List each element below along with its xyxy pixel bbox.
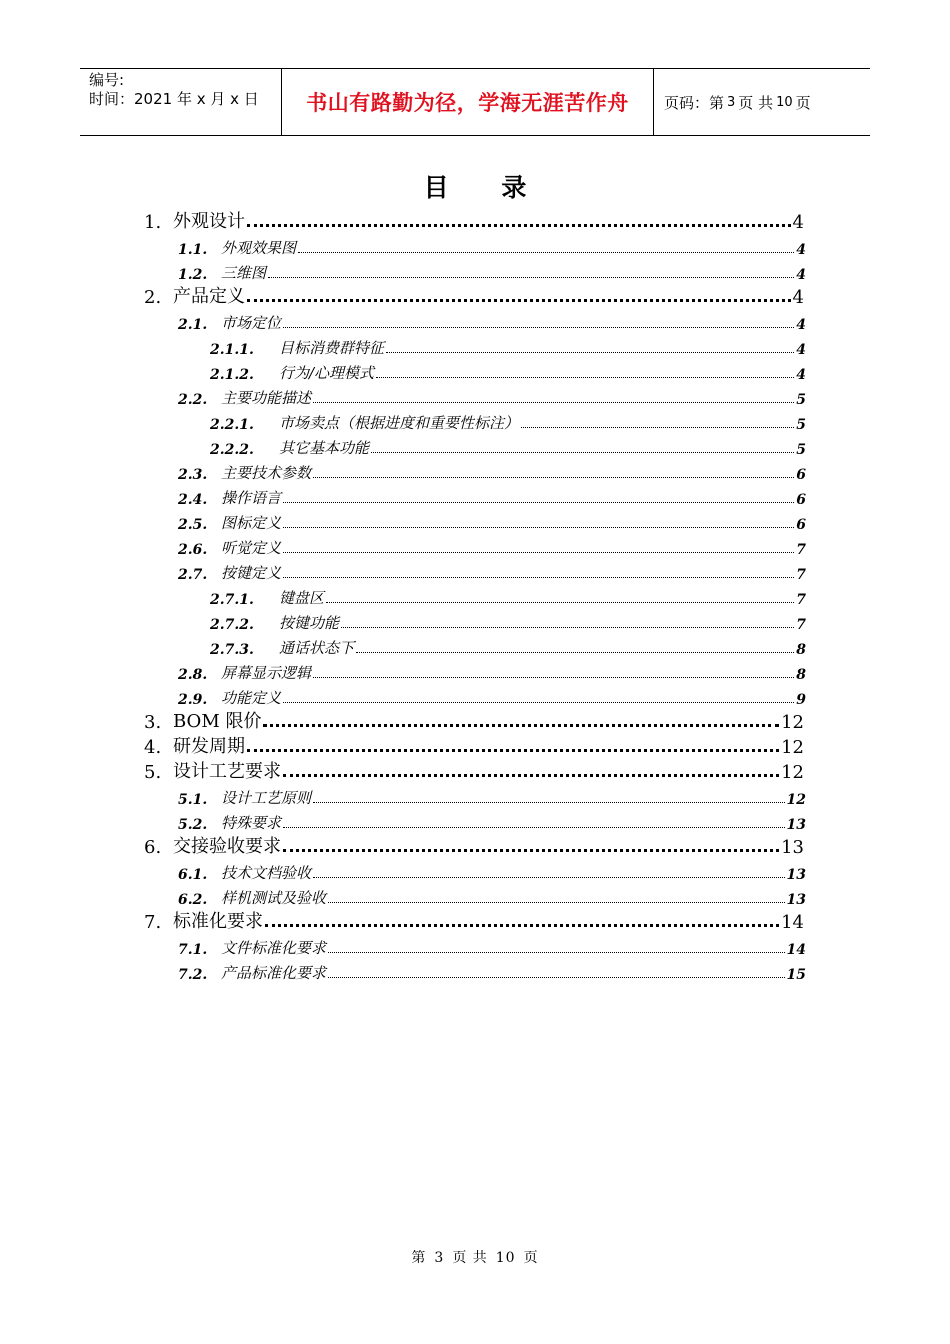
- toc-entry-title: 键盘区: [279, 589, 325, 607]
- toc-entry-page: 8: [796, 642, 806, 658]
- toc-entry-page: 13: [786, 892, 806, 908]
- toc-entry-leader: [283, 577, 794, 578]
- toc-entry-title: 图标定义: [221, 514, 282, 532]
- toc-entry-page: 6: [796, 467, 806, 483]
- toc-entry-leader: [313, 877, 785, 878]
- toc-entry[interactable]: [0, 208, 804, 233]
- toc-entry-number: 7.: [144, 912, 162, 933]
- toc-entry[interactable]: [0, 383, 806, 408]
- toc-entry-page: 13: [786, 867, 806, 883]
- toc-entry[interactable]: [0, 958, 806, 983]
- toc-entry-number: 2.5.: [178, 517, 208, 533]
- toc-entry-title: 研发周期: [173, 736, 245, 757]
- toc-entry[interactable]: [0, 358, 806, 383]
- toc-entry-page: 4: [796, 367, 806, 383]
- toc-entry-page: 12: [781, 712, 804, 733]
- document-time-label: 时间：2021 年 x 月 x 日: [89, 90, 259, 108]
- table-of-contents: [0, 208, 950, 983]
- toc-entry[interactable]: [0, 333, 806, 358]
- toc-entry-leader: [247, 299, 791, 302]
- header-page-suffix: 页: [795, 93, 811, 112]
- header-motto: 书山有路勤为径，学海无涯苦作舟: [282, 69, 654, 135]
- toc-entry-leader: [265, 924, 779, 927]
- toc-entry-number: 2.4.: [178, 492, 208, 508]
- toc-entry-number: 6.1.: [178, 867, 208, 883]
- toc-entry-number: 2.1.: [178, 317, 208, 333]
- footer-mid: 页 共: [452, 1250, 488, 1266]
- toc-entry-number: 2.2.1.: [210, 417, 254, 433]
- toc-entry-page: 6: [796, 517, 806, 533]
- toc-entry-page: 9: [796, 692, 806, 708]
- toc-entry-title: 行为/心理模式: [279, 364, 375, 382]
- toc-entry-page: 4: [796, 242, 806, 258]
- toc-entry-leader: [298, 252, 794, 253]
- toc-title: 目 录: [423, 173, 549, 202]
- document-number-label: 编号:: [89, 71, 125, 89]
- toc-entry[interactable]: [0, 233, 806, 258]
- toc-entry[interactable]: [0, 933, 806, 958]
- toc-entry-number: 1.2.: [178, 267, 208, 283]
- toc-entry-leader: [356, 652, 794, 653]
- toc-entry-page: 14: [781, 912, 804, 933]
- toc-entry-page: 6: [796, 492, 806, 508]
- toc-entry[interactable]: [0, 583, 806, 608]
- toc-entry-leader: [283, 702, 794, 703]
- toc-entry-page: 13: [781, 837, 804, 858]
- toc-entry-leader: [371, 452, 794, 453]
- toc-entry-leader: [313, 477, 794, 478]
- toc-entry[interactable]: [0, 658, 806, 683]
- toc-entry-leader: [521, 427, 794, 428]
- toc-entry-title: 操作语言: [221, 489, 282, 507]
- toc-entry-leader: [313, 802, 785, 803]
- toc-entry-title: 标准化要求: [173, 911, 263, 932]
- toc-entry[interactable]: [0, 458, 806, 483]
- toc-entry[interactable]: [0, 783, 806, 808]
- toc-entry-number: 2.7.: [178, 567, 208, 583]
- header-info: [80, 69, 282, 135]
- toc-entry[interactable]: [0, 483, 806, 508]
- toc-entry-title: 市场卖点（根据进度和重要性标注）: [279, 414, 520, 432]
- toc-entry-title: 主要功能描述: [221, 389, 312, 407]
- toc-entry-title: 市场定位: [221, 314, 282, 332]
- toc-entry-leader: [328, 977, 785, 978]
- toc-entry-number: 2.3.: [178, 467, 208, 483]
- footer-prefix: 第: [411, 1250, 427, 1266]
- toc-entry[interactable]: [0, 533, 806, 558]
- toc-entry-leader: [283, 774, 779, 777]
- toc-entry[interactable]: [0, 433, 806, 458]
- toc-entry-page: 4: [792, 212, 804, 233]
- header-page-mid: 页 共: [738, 93, 774, 112]
- toc-entry-title: 外观设计: [173, 211, 245, 232]
- toc-entry-number: 2.1.1.: [210, 342, 254, 358]
- toc-entry-title: 产品标准化要求: [221, 964, 327, 982]
- toc-entry-number: 2.1.2.: [210, 367, 254, 383]
- toc-entry-page: 4: [796, 267, 806, 283]
- toc-entry-number: 6.2.: [178, 892, 208, 908]
- toc-entry[interactable]: [0, 258, 806, 283]
- toc-entry[interactable]: [0, 708, 804, 733]
- toc-entry-page: 14: [786, 942, 806, 958]
- toc-entry-number: 2.7.3.: [210, 642, 254, 658]
- page-footer: [0, 1247, 950, 1267]
- toc-entry-number: 1.: [144, 212, 162, 233]
- toc-entry-leader: [376, 377, 794, 378]
- toc-entry-number: 5.: [144, 762, 162, 783]
- toc-entry-title: 技术文档验收: [221, 864, 312, 882]
- toc-entry-number: 2.2.2.: [210, 442, 254, 458]
- header-page-total: 10: [776, 94, 793, 110]
- toc-entry-leader: [283, 827, 785, 828]
- toc-entry-title: 目标消费群特征: [279, 339, 385, 357]
- toc-entry-page: 12: [781, 737, 804, 758]
- toc-entry-title: 文件标准化要求: [221, 939, 327, 957]
- footer-suffix: 页: [523, 1250, 539, 1266]
- toc-entry-page: 15: [786, 967, 806, 983]
- toc-entry-title: BOM 限价: [173, 711, 262, 732]
- toc-entry-page: 8: [796, 667, 806, 683]
- toc-entry[interactable]: [0, 908, 804, 933]
- toc-entry-page: 4: [796, 317, 806, 333]
- toc-entry-number: 2.9.: [178, 692, 208, 708]
- toc-entry[interactable]: [0, 758, 804, 783]
- footer-total: 10: [495, 1250, 516, 1266]
- toc-entry-title: 功能定义: [221, 689, 282, 707]
- toc-entry-page: 5: [796, 442, 806, 458]
- page-header: [80, 68, 870, 136]
- toc-entry-number: 2.7.1.: [210, 592, 254, 608]
- toc-entry[interactable]: [0, 683, 806, 708]
- toc-entry-number: 6.: [144, 837, 162, 858]
- toc-entry-number: 2.8.: [178, 667, 208, 683]
- toc-entry-leader: [313, 677, 794, 678]
- toc-entry-page: 7: [796, 592, 806, 608]
- toc-entry-title: 其它基本功能: [279, 439, 370, 457]
- toc-entry-leader: [283, 849, 779, 852]
- toc-entry-number: 2.7.2.: [210, 617, 254, 633]
- toc-entry-page: 4: [796, 342, 806, 358]
- header-page-current: 3: [727, 94, 736, 110]
- toc-entry[interactable]: [0, 858, 806, 883]
- toc-entry-title: 听觉定义: [221, 539, 282, 557]
- toc-entry[interactable]: [0, 883, 806, 908]
- toc-entry-page: 5: [796, 392, 806, 408]
- toc-entry-leader: [386, 352, 794, 353]
- header-page-prefix: 页码：第: [664, 93, 725, 112]
- toc-entry-title: 设计工艺要求: [173, 761, 281, 782]
- toc-entry-number: 1.1.: [178, 242, 208, 258]
- toc-entry-title: 设计工艺原则: [221, 789, 312, 807]
- toc-entry-title: 主要技术参数: [221, 464, 312, 482]
- toc-entry-leader: [328, 952, 785, 953]
- footer-current: 3: [434, 1250, 445, 1266]
- toc-entry-leader: [283, 502, 794, 503]
- toc-entry-page: 5: [796, 417, 806, 433]
- toc-entry-number: 2.2.: [178, 392, 208, 408]
- toc-entry-title: 交接验收要求: [173, 836, 281, 857]
- toc-entry-number: 2.: [144, 287, 162, 308]
- toc-entry[interactable]: [0, 833, 804, 858]
- toc-entry-number: 7.2.: [178, 967, 208, 983]
- toc-entry-title: 通话状态下: [279, 639, 355, 657]
- toc-entry-title: 屏幕显示逻辑: [221, 664, 312, 682]
- toc-entry[interactable]: [0, 608, 806, 633]
- toc-entry-leader: [283, 552, 794, 553]
- toc-entry-page: 13: [786, 817, 806, 833]
- toc-entry-number: 5.2.: [178, 817, 208, 833]
- toc-entry[interactable]: [0, 408, 806, 433]
- toc-entry-leader: [263, 724, 779, 727]
- toc-entry-title: 样机测试及验收: [221, 889, 327, 907]
- toc-entry[interactable]: [0, 283, 804, 308]
- toc-entry[interactable]: [0, 508, 806, 533]
- toc-entry-page: 7: [796, 567, 806, 583]
- toc-entry-title: 特殊要求: [221, 814, 282, 832]
- toc-entry-number: 3.: [144, 712, 162, 733]
- toc-entry[interactable]: [0, 308, 806, 333]
- toc-entry-page: 7: [796, 542, 806, 558]
- toc-entry-leader: [283, 327, 794, 328]
- toc-entry[interactable]: [0, 558, 806, 583]
- toc-entry-number: 4.: [144, 737, 162, 758]
- toc-entry-leader: [283, 527, 794, 528]
- toc-entry-leader: [247, 749, 779, 752]
- toc-entry-page: 12: [786, 792, 806, 808]
- toc-entry-title: 产品定义: [173, 286, 245, 307]
- toc-entry-title: 按键定义: [221, 564, 282, 582]
- toc-entry-number: 2.6.: [178, 542, 208, 558]
- toc-entry-leader: [326, 602, 794, 603]
- toc-entry[interactable]: [0, 733, 804, 758]
- toc-entry-leader: [313, 402, 794, 403]
- toc-entry-number: 7.1.: [178, 942, 208, 958]
- toc-entry-page: 7: [796, 617, 806, 633]
- toc-entry-leader: [328, 902, 785, 903]
- toc-entry-leader: [268, 277, 794, 278]
- header-page-info: [654, 69, 870, 135]
- toc-entry[interactable]: [0, 808, 806, 833]
- toc-entry-leader: [341, 627, 794, 628]
- toc-entry-page: 12: [781, 762, 804, 783]
- toc-entry[interactable]: [0, 633, 806, 658]
- toc-entry-page: 4: [792, 287, 804, 308]
- toc-entry-title: 三维图: [221, 264, 267, 282]
- toc-entry-title: 外观效果图: [221, 239, 297, 257]
- toc-entry-number: 5.1.: [178, 792, 208, 808]
- toc-entry-leader: [247, 224, 791, 227]
- toc-entry-title: 按键功能: [279, 614, 340, 632]
